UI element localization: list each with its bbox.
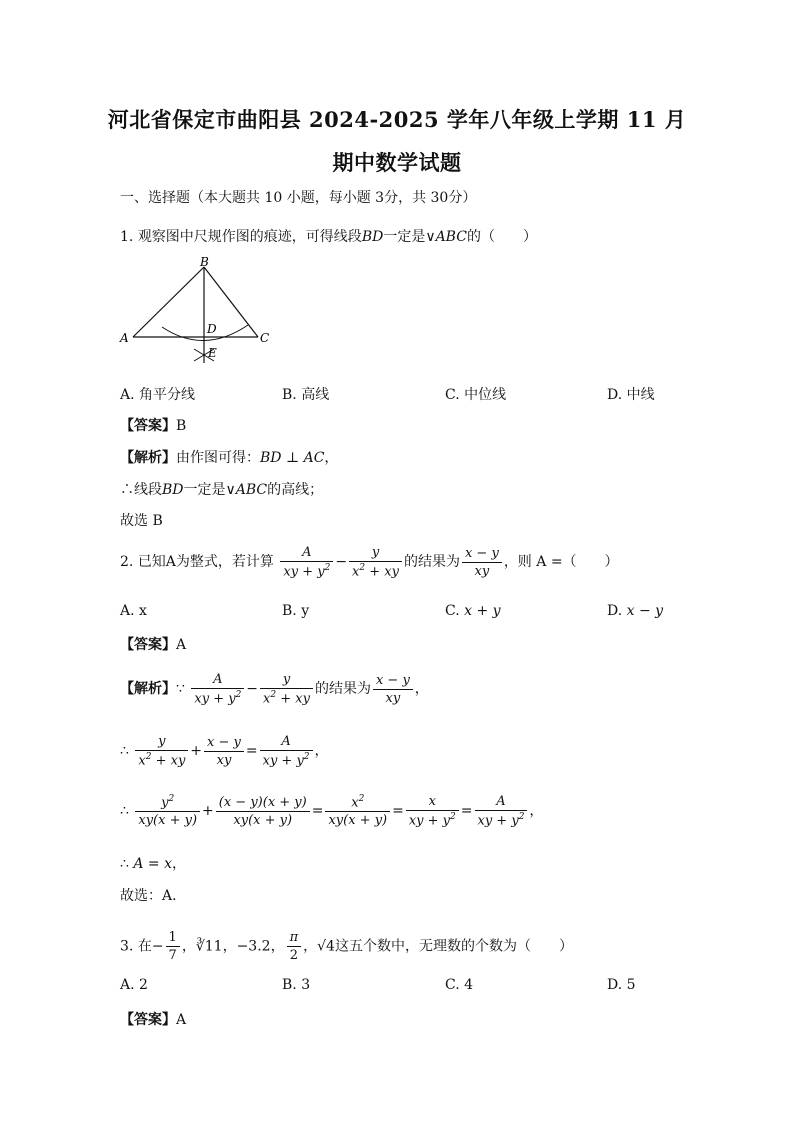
q2-analysis-line3: ∴ $\frac{y^2}{xy(x + y)}$ + $\frac{(x - y)(x + y)}{xy(x + y)}$ = $\frac{x^2}{xy(x + y)}$ = $\frac{x}{xy + y^2}$ = $\frac{A}{xy + y^2}$ ， xyxy=(120,794,544,829)
answer-tag: 【答案】 xyxy=(120,418,176,434)
q2-option-a: A. x xyxy=(120,603,147,619)
q2-analysis-line4: ∴ A = x， xyxy=(120,856,187,872)
label-a: A xyxy=(120,331,129,345)
section-heading: 一、选择题（本大题共 10 小题，每小题 3分，共 30分） xyxy=(120,190,477,206)
label-d: D xyxy=(207,322,217,336)
q3-option-a: A. 2 xyxy=(120,977,148,993)
q2-option-d: D. x − y xyxy=(607,603,664,619)
q2-option-b: B. y xyxy=(282,603,310,619)
label-c: C xyxy=(260,331,270,345)
q1-number: 1. xyxy=(120,229,134,245)
q3-option-b: B. 3 xyxy=(282,977,311,993)
q2-stem: 2. 已知A为整式，若计算 $\frac{A}{xy + y^2}$ − $\frac{y}{x^2 + xy}$ 的结果为 $\frac{x - y}{xy}$ ，则 A =（ ） xyxy=(120,545,619,580)
q1-option-c: C. 中位线 xyxy=(445,387,507,403)
q1-option-d: D. 中线 xyxy=(607,387,655,403)
q1-option-a: A. 角平分线 xyxy=(120,387,196,403)
arc-trace xyxy=(162,325,248,341)
doc-title-line1: 河北省保定市曲阳县 2024-2025 学年八年级上学期 11 月 xyxy=(107,107,687,132)
q1-segment: BD xyxy=(361,229,384,245)
q2-choice: 故选：A． xyxy=(120,888,187,904)
segment-ab xyxy=(133,267,204,337)
doc-title-line2: 期中数学试题 xyxy=(332,150,462,175)
q1-answer: 【答案】B xyxy=(120,418,187,434)
q3-option-d: D. 5 xyxy=(607,977,636,993)
q3-stem: 3. 在− $\frac{1}{7}$ ，∛11，−3.2， $\frac{\pi}{2}$ ，√4这五个数中，无理数的个数为（ ） xyxy=(120,930,573,963)
q1-triangle: ∨ABC xyxy=(425,229,467,245)
q1-conclusion: ∴线段BD一定是∨ABC的高线； xyxy=(120,482,324,498)
q1-text-b: 一定是 xyxy=(383,229,426,245)
q1-figure xyxy=(118,255,278,370)
q1-option-b: B. 高线 xyxy=(282,387,330,403)
q1-analysis: 【解析】由作图可得：BD ⊥ AC， xyxy=(120,450,339,466)
q1-stem xyxy=(120,226,537,246)
q1-text-a: 观察图中尺规作图的痕迹，可得线段 xyxy=(137,229,362,245)
analysis-tag: 【解析】 xyxy=(120,450,176,466)
q2-answer: 【答案】A xyxy=(120,637,187,653)
q1-choice: 故选 B xyxy=(120,513,163,529)
q2-option-c: C. x + y xyxy=(445,603,501,619)
q3-option-c: C. 4 xyxy=(445,977,474,993)
q3-answer: 【答案】A xyxy=(120,1012,187,1028)
label-b: B xyxy=(200,255,209,269)
label-e: E xyxy=(208,346,217,360)
q1-text-c: 的（ ） xyxy=(466,229,537,245)
q2-analysis-line1: 【解析】∵ $\frac{A}{xy + y^2}$ − $\frac{y}{x^2 + xy}$ 的结果为 $\frac{x - y}{xy}$ ， xyxy=(120,672,429,707)
q2-analysis-line2: ∴ $\frac{y}{x^2 + xy}$ + $\frac{x - y}{xy}$ = $\frac{A}{xy + y^2}$ ， xyxy=(120,734,329,769)
